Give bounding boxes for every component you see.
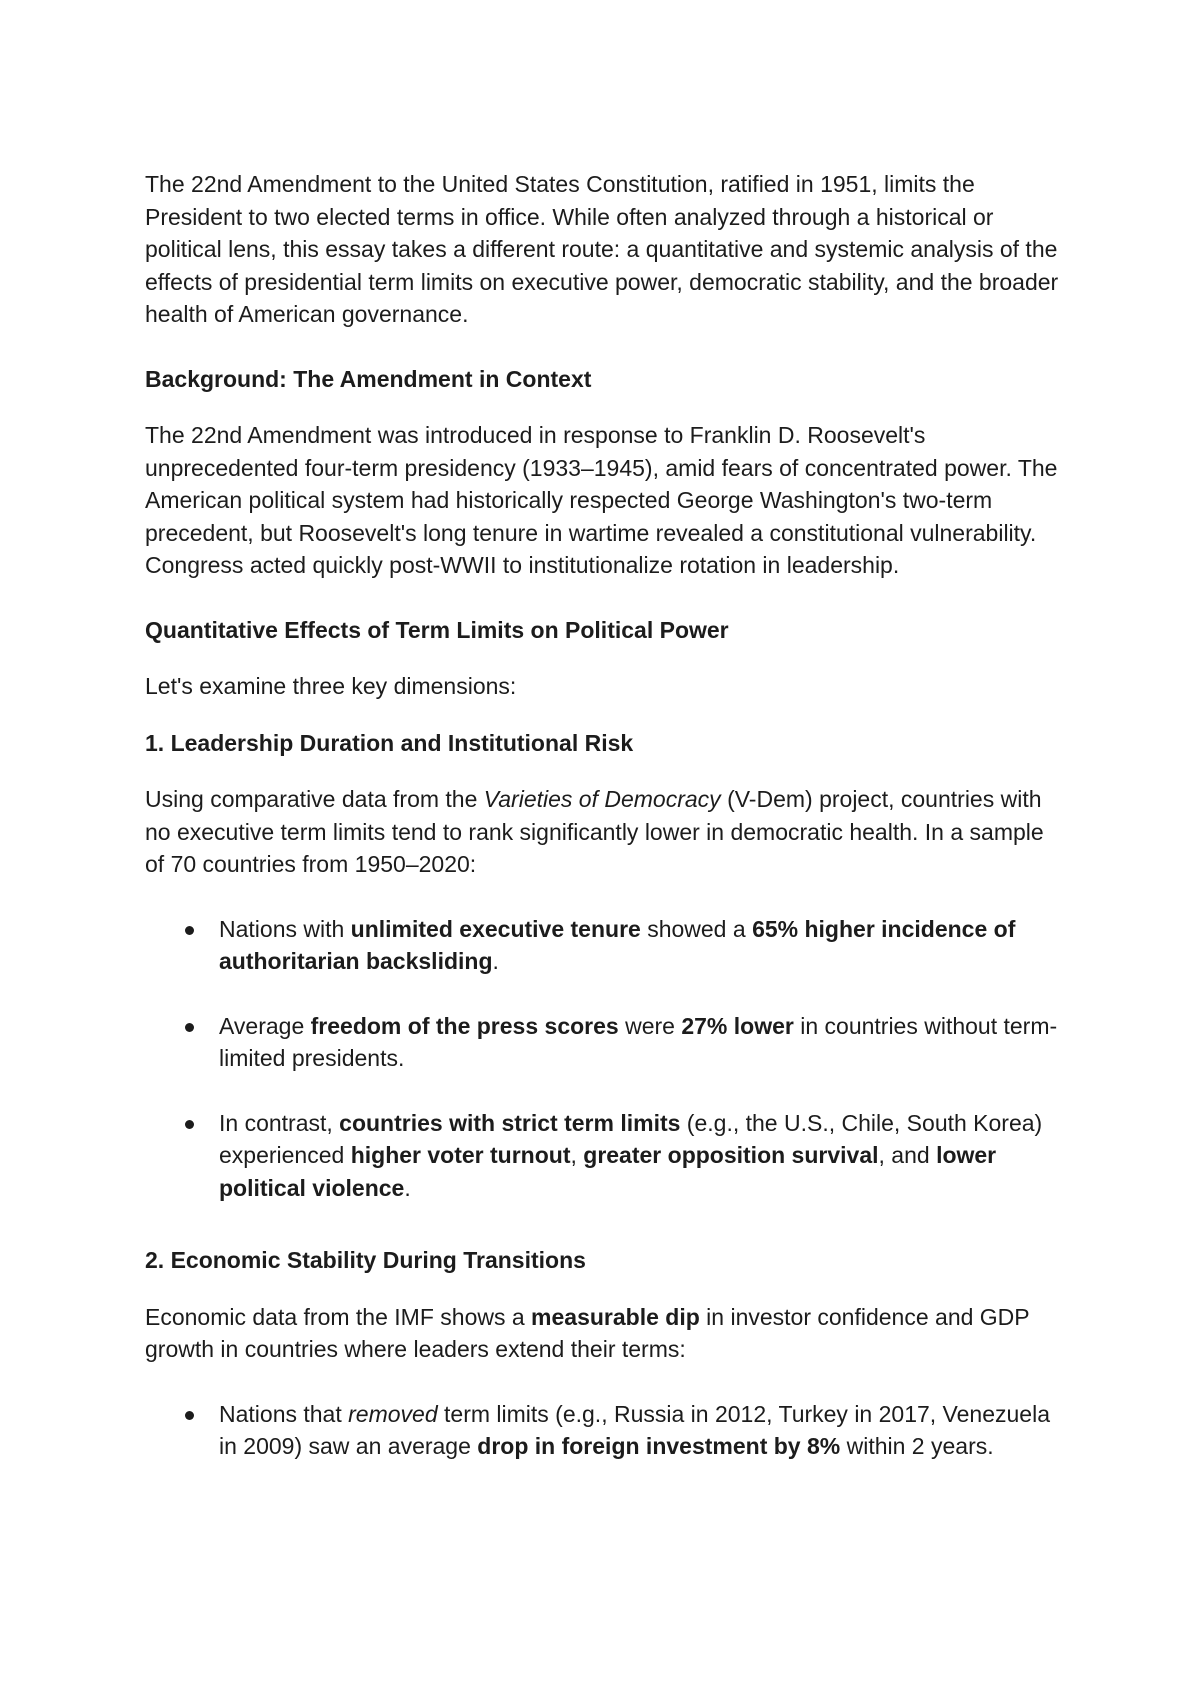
bullet-text: were <box>618 1012 682 1039</box>
bullet-text: , <box>570 1142 584 1168</box>
bullet-text: , and <box>878 1142 937 1168</box>
section1-paragraph <box>145 783 1065 881</box>
bullet-bold-text: freedom of the press scores <box>310 1012 619 1039</box>
bullet-text: showed a <box>640 915 753 942</box>
bullet-bold-text: drop in foreign investment by 8% <box>477 1433 841 1459</box>
list-item <box>145 1398 1065 1463</box>
bullet-bold-text: 27% lower <box>681 1012 794 1039</box>
list-item <box>145 1107 1065 1205</box>
bullet-text: . <box>404 1174 411 1201</box>
bullet-italic-text: removed <box>348 1400 438 1427</box>
bullet-text: . <box>492 948 499 974</box>
section2-bullet-list <box>145 1398 1065 1463</box>
bullet-text: Nations with <box>219 915 351 942</box>
bullet-icon <box>185 1120 194 1129</box>
bullet-bold-text: unlimited executive tenure <box>350 915 641 942</box>
background-paragraph: The 22nd Amendment was introduced in response to Franklin D. Roosevelt's unprecedented four-term presidency (1933–1945), amid fears of concentrated power. The American political system had historically respected George Washington's two-term precedent, but Roosevelt's long tenure in wartime revealed a constitutional vulnerability. Congress acted quickly post-WWII to institutionalize rotation in leadership. <box>145 422 1058 578</box>
quantitative-heading: Quantitative Effects of Term Limits on Political Power <box>145 616 729 643</box>
section1-text-b: (V-Dem) project, countries with no executive term limits tend to rank significantly lower in democratic health. In a sample of 70 countries from 1950–2020: <box>145 786 1044 877</box>
bullet-bold-text: higher voter turnout <box>350 1142 571 1168</box>
bullet-text: In contrast, <box>219 1109 340 1136</box>
list-item <box>145 1010 1065 1075</box>
section1-heading: 1. Leadership Duration and Institutional Risk <box>145 729 634 756</box>
quantitative-intro: Let's examine three key dimensions: <box>145 673 517 699</box>
section2-text-b: in investor confidence and GDP growth in countries where leaders extend their terms: <box>145 1303 1030 1362</box>
background-heading: Background: The Amendment in Context <box>145 365 592 392</box>
section2-bold-text: measurable dip <box>531 1303 700 1330</box>
section2-text-a: Economic data from the IMF shows a <box>145 1303 532 1330</box>
bullet-icon <box>185 926 194 935</box>
bullet-text: within 2 years. <box>840 1433 994 1459</box>
document-page <box>145 168 1065 1495</box>
section1-bullet-list <box>145 913 1065 1205</box>
section1-text-a: Using comparative data from the <box>145 786 484 812</box>
bullet-icon <box>185 1023 194 1032</box>
bullet-text: in countries without term-limited presidents. <box>219 1012 1058 1071</box>
intro-paragraph: The 22nd Amendment to the United States Constitution, ratified in 1951, limits the President to two elected terms in office. While often analyzed through a historical or political lens, this essay takes a different route: a quantitative and systemic analysis of the effects of presidential term limits on executive power, democratic stability, and the broader health of American governance. <box>145 171 1059 327</box>
bullet-icon <box>185 1411 194 1420</box>
bullet-bold-text: 65% higher incidence of authoritarian backsliding <box>219 915 1016 974</box>
section1-italic-source: Varieties of Democracy <box>483 786 721 812</box>
bullet-text: term limits (e.g., Russia in 2012, Turkey in 2017, Venezuela in 2009) saw an average <box>219 1400 1050 1459</box>
bullet-bold-text: countries with strict term limits <box>339 1109 681 1136</box>
section2-paragraph <box>145 1301 1065 1366</box>
bullet-text: Nations that <box>219 1400 349 1427</box>
bullet-bold-text: greater opposition survival <box>583 1142 879 1168</box>
bullet-text: (e.g., the U.S., Chile, South Korea) experienced <box>219 1109 1043 1168</box>
list-item <box>145 913 1065 978</box>
bullet-bold-text: lower political violence <box>219 1142 997 1201</box>
section2-heading: 2. Economic Stability During Transitions <box>145 1247 586 1273</box>
bullet-text: Average <box>219 1012 311 1039</box>
